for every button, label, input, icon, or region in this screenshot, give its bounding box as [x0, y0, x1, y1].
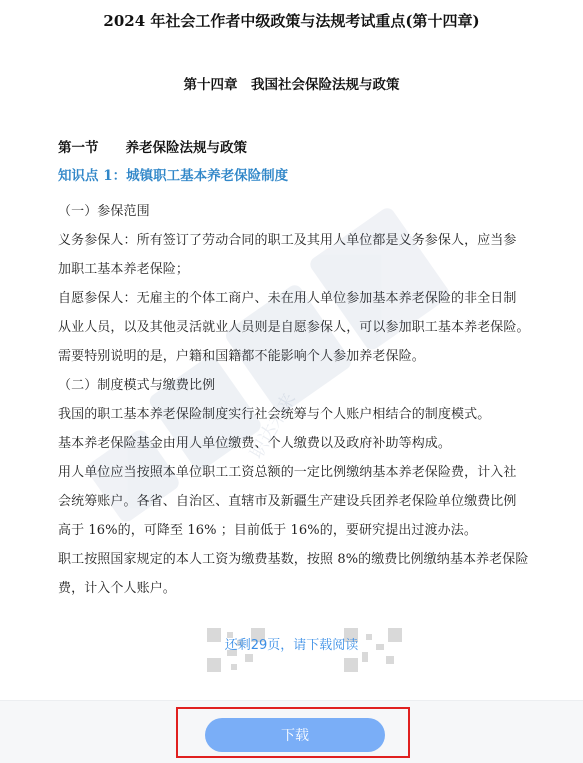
- body-line: 自愿参保人：无雇主的个体工商户、未在用人单位参加基本养老保险的非全日制: [58, 291, 517, 306]
- knowledge-point-title: 知识点 1：城镇职工基本养老保险制度: [58, 168, 289, 184]
- body-line: 需要特别说明的是，户籍和国籍都不能影响个人参加养老保险。: [58, 349, 425, 364]
- body-line: （一）参保范围: [58, 204, 150, 219]
- document-title: 2024 年社会工作者中级政策与法规考试重点(第十四章): [103, 12, 480, 30]
- body-line: 费，计入个人账户。: [58, 581, 176, 596]
- body-line: 用人单位应当按照本单位职工工资总额的一定比例缴纳基本养老保险费，计入社: [58, 465, 517, 480]
- body-line: 会统筹账户。各省、自治区、直辖市及新疆生产建设兵团养老保险单位缴费比例: [58, 494, 517, 509]
- body-line: 从业人员，以及其他灵活就业人员则是自愿参保人，可以参加职工基本养老保险。: [58, 320, 530, 335]
- chapter-title: 第十四章 我国社会保险法规与政策: [183, 77, 400, 93]
- download-button[interactable]: 下载: [205, 718, 385, 752]
- body-line: 职工按照国家规定的本人工资为缴费基数，按照 8%的缴费比例缴纳基本养老保险: [58, 552, 529, 567]
- body-line: （二）制度模式与缴费比例: [58, 378, 216, 393]
- remaining-pages-notice[interactable]: 还剩29页，请下载阅读: [224, 638, 359, 653]
- body-line: 基本养老保险基金由用人单位缴费、个人缴费以及政府补助等构成。: [58, 436, 452, 451]
- section-title: 第一节 养老保险法规与政策: [58, 140, 247, 156]
- body-line: 加职工基本养老保险；: [58, 262, 190, 277]
- body-line: 高于 16%的，可降至 16% ；目前低于 16%的，要研究提出过渡办法。: [58, 523, 477, 538]
- svg-text:职达未来: 职达未来: [246, 389, 301, 463]
- body-line: 我国的职工基本养老保险制度实行社会统筹与个人账户相结合的制度模式。: [58, 407, 491, 422]
- body-line: 义务参保人：所有签订了劳动合同的职工及其用人单位都是义务参保人，应当参: [58, 233, 517, 248]
